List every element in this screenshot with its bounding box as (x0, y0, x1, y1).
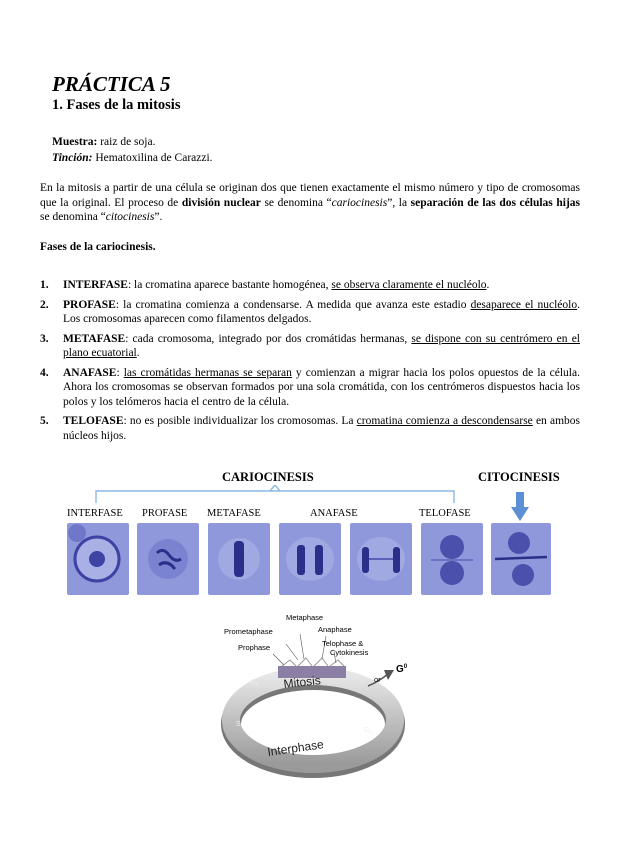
stain-value: Hematoxilina de Carazzi. (92, 152, 213, 164)
cariocinesis-brace (90, 485, 460, 507)
phase-number: 4. (40, 366, 49, 379)
citocinesis-caption: CITOCINESIS (478, 470, 560, 484)
micrograph-profase (137, 523, 199, 595)
or-label: or (374, 675, 381, 684)
cariocinesis-caption: CARIOCINESIS (222, 470, 314, 484)
intro-bold-nuclear: división nuclear (181, 196, 261, 209)
stain-label: Tinción: (52, 152, 93, 164)
phase-name: PROFASE (63, 298, 116, 311)
micrograph-citocinesis (491, 523, 551, 595)
phase-underlined: se dispone con su centrómero en el plano ecuatorial (63, 332, 580, 359)
prometaphase-label: Prometaphase (224, 627, 273, 636)
down-arrow-icon (510, 492, 530, 522)
section-title: 1. Fases de la mitosis (52, 97, 181, 113)
intro-text: En la mitosis a partir de una célula se originan dos que tienen exactamente el mismo número y tipo de cromosomas que la original. El proceso de (40, 182, 580, 209)
micrograph-telofase (421, 523, 483, 595)
interphase-label: Interphase (266, 737, 325, 759)
sample-value: raiz de soja. (97, 136, 156, 148)
intro-italic-cariocinesis: cariocinesis (331, 196, 388, 209)
phase-number: 5. (40, 415, 49, 427)
phase-text: : (116, 366, 124, 379)
phase-text: . (136, 347, 140, 359)
intro-text: se denomina “ (40, 211, 106, 223)
phase-text: : la cromatina comienza a condensarse. A medida que avanza este estadio (115, 298, 471, 311)
phase-text: : no es posible individualizar los cromosomas. La (123, 415, 357, 427)
g1-label: $G_1$ (364, 727, 373, 736)
phase-underlined: desaparece el nucléolo (470, 298, 578, 311)
phase-number: 1. (40, 279, 49, 291)
phase-text: . Los cromosomas aparecen como filamentos delgados. (63, 298, 580, 325)
phase-number: 3. (40, 332, 49, 345)
phase-underlined: las cromátidas hermanas se separan (123, 366, 292, 379)
phases-list (40, 278, 580, 448)
micrograph-interfase (67, 523, 129, 595)
phase-number: 2. (40, 298, 49, 311)
phase-item (40, 366, 580, 410)
s-label: S (236, 721, 241, 728)
phase-item (40, 298, 580, 327)
phase-name: ANAFASE (63, 366, 117, 379)
intro-paragraph (40, 181, 580, 225)
stain-line (52, 152, 213, 164)
intro-text: se denomina “ (260, 196, 332, 209)
metaphase-label: Metaphase (286, 613, 324, 622)
phases-heading: Fases de la cariocinesis. (40, 241, 156, 253)
phase-text: en ambos núcleos hijos. (63, 415, 580, 442)
phase-item (40, 414, 580, 443)
phase-underlined: se observa claramente el nucléolo (331, 279, 487, 291)
micrograph-metafase (208, 523, 270, 595)
anaphase-label: Anaphase (318, 625, 352, 634)
cell-cycle-diagram (218, 608, 418, 778)
phase-name: INTERFASE (63, 279, 128, 291)
label-profase: PROFASE (142, 508, 188, 519)
page-title: PRÁCTICA 5 (52, 72, 171, 96)
label-telofase: TELOFASE (419, 508, 471, 519)
intro-text: ”, la (387, 196, 411, 209)
phase-underlined: cromatina comienza a descondensarse (356, 415, 533, 427)
intro-text: ”. (154, 211, 163, 223)
telophase-label: Telophase & (322, 639, 364, 648)
phase-item (40, 332, 580, 361)
intro-italic-citocinesis: citocinesis (105, 211, 155, 223)
phase-text: y comienzan a migrar hacia los polos opuestos de la célula. Ahora los cromosomas se observan formados por una sola cromátida, con los centrómeros dispuestos hacia los polos y los telómeros hacia el centro de la célula. (63, 366, 580, 408)
phase-text: . (486, 279, 490, 291)
micrograph-anafase-2 (350, 523, 412, 595)
cytokinesis-label: Cytokinesis (330, 648, 369, 657)
sample-line (52, 136, 155, 148)
phase-text: : cada cromosoma, integrado por dos cromátidas hermanas, (125, 332, 412, 345)
phase-item (40, 278, 580, 293)
prophase-label: Prophase (238, 643, 271, 652)
g2-label: $G_2$ (250, 679, 259, 688)
label-interfase: INTERFASE (67, 508, 123, 519)
label-metafase: METAFASE (207, 508, 261, 519)
sample-label: Muestra: (52, 136, 98, 148)
intro-bold-separacion: separación de las dos células hijas (410, 196, 581, 209)
micrograph-anafase-1 (279, 523, 341, 595)
label-anafase: ANAFASE (310, 508, 358, 519)
mitosis-label: Mitosis (282, 673, 322, 691)
phase-text: : la cromatina aparece bastante homogénea, (127, 279, 332, 291)
phase-name: TELOFASE (63, 415, 124, 427)
phase-name: METAFASE (63, 332, 126, 345)
g0-label: $G^0$ (396, 664, 408, 675)
